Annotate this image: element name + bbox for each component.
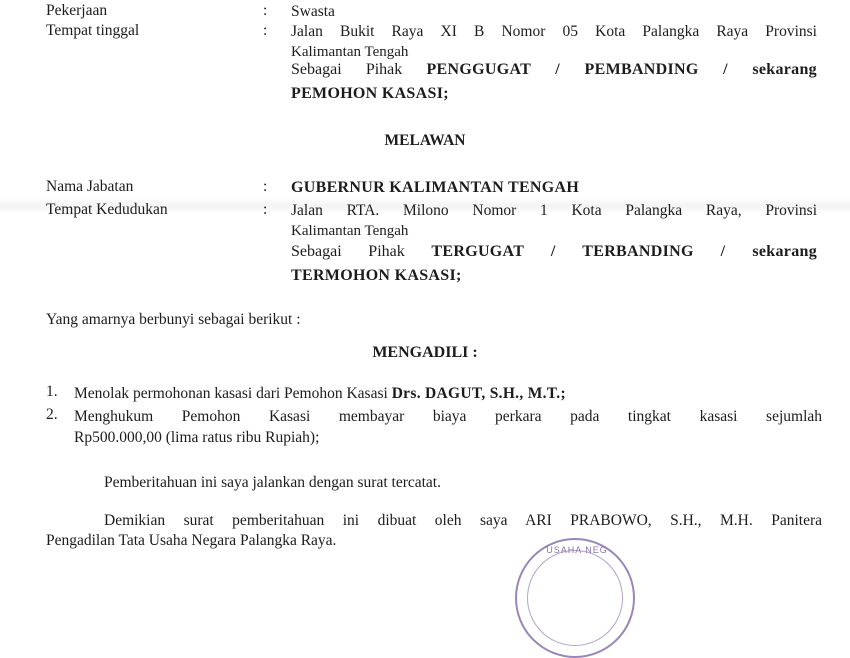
closing-line-1: [104, 512, 822, 530]
mengadili-heading: MENGADILI :: [372, 344, 478, 361]
ruling-text: [74, 406, 822, 448]
ruling-1-text: Menolak permohonan kasasi dari Pemohon Kasasi: [74, 385, 388, 402]
ruling-number: 1.: [46, 383, 58, 400]
colon: :: [263, 2, 268, 19]
occupation-value: Swasta: [291, 3, 335, 20]
position-label: Nama Jabatan: [46, 178, 134, 195]
intro-text: Yang amarnya berbunyi sebagai berikut :: [46, 311, 301, 328]
party1-role-bold-1: PENGGUGAT / PEMBANDING / sekarang: [426, 61, 817, 78]
party1-role-line-1: [291, 60, 817, 80]
seat-address: [291, 201, 817, 241]
notice-text: Pemberitahuan ini saya jalankan dengan surat tercatat.: [104, 474, 441, 491]
seat-label: Tempat Kedudukan: [46, 201, 168, 218]
seal-text: USAHA NEG: [546, 545, 608, 555]
ruling-1-bold: Drs. DAGUT, S.H., M.T.;: [391, 385, 566, 402]
party2-role-bold-2: TERMOHON KASASI;: [291, 267, 462, 284]
residence-label: Tempat tinggal: [46, 22, 140, 39]
party1-role-prefix: Sebagai Pihak: [291, 61, 403, 78]
residence-line-1: Jalan Bukit Raya XI B Nomor 05 Kota Palangka Raya Provinsi: [291, 23, 817, 40]
residence-line-2: Kalimantan Tengah: [291, 44, 409, 60]
seat-line-1: Jalan RTA. Milono Nomor 1 Kota Palangka Raya, Provinsi: [291, 202, 817, 219]
melawan-heading: MELAWAN: [384, 132, 466, 149]
occupation-label: Pekerjaan: [46, 2, 108, 19]
ruling-number: 2.: [46, 406, 58, 423]
ruling-2-line-2: Rp500.000,00 (lima ratus ribu Rupiah);: [74, 429, 320, 446]
party2-role-prefix: Sebagai Pihak: [291, 243, 405, 260]
colon: :: [263, 201, 268, 218]
seal-inner-ring: [527, 550, 623, 646]
residence-address: [291, 22, 817, 62]
party2-role-bold-1: TERGUGAT / TERBANDING / sekarang: [431, 243, 818, 260]
colon: :: [263, 178, 268, 195]
closing-line-2: Pengadilan Tata Usaha Negara Palangka Raya.: [46, 532, 337, 549]
court-seal-stamp: [515, 538, 635, 658]
party2-role-line-1: [291, 242, 817, 262]
ruling-2-line-1: Menghukum Pemohon Kasasi membayar biaya perkara pada tingkat kasasi sejumlah: [74, 408, 822, 425]
position-value: GUBERNUR KALIMANTAN TENGAH: [291, 179, 580, 196]
ruling-text: [74, 383, 822, 404]
colon: :: [263, 22, 268, 39]
seat-line-2: Kalimantan Tengah: [291, 223, 409, 239]
party1-role-bold-2: PEMOHON KASASI;: [291, 85, 449, 102]
closing-text-1: Demikian surat pemberitahuan ini dibuat oleh saya ARI PRABOWO, S.H., M.H. Panitera: [104, 512, 822, 529]
